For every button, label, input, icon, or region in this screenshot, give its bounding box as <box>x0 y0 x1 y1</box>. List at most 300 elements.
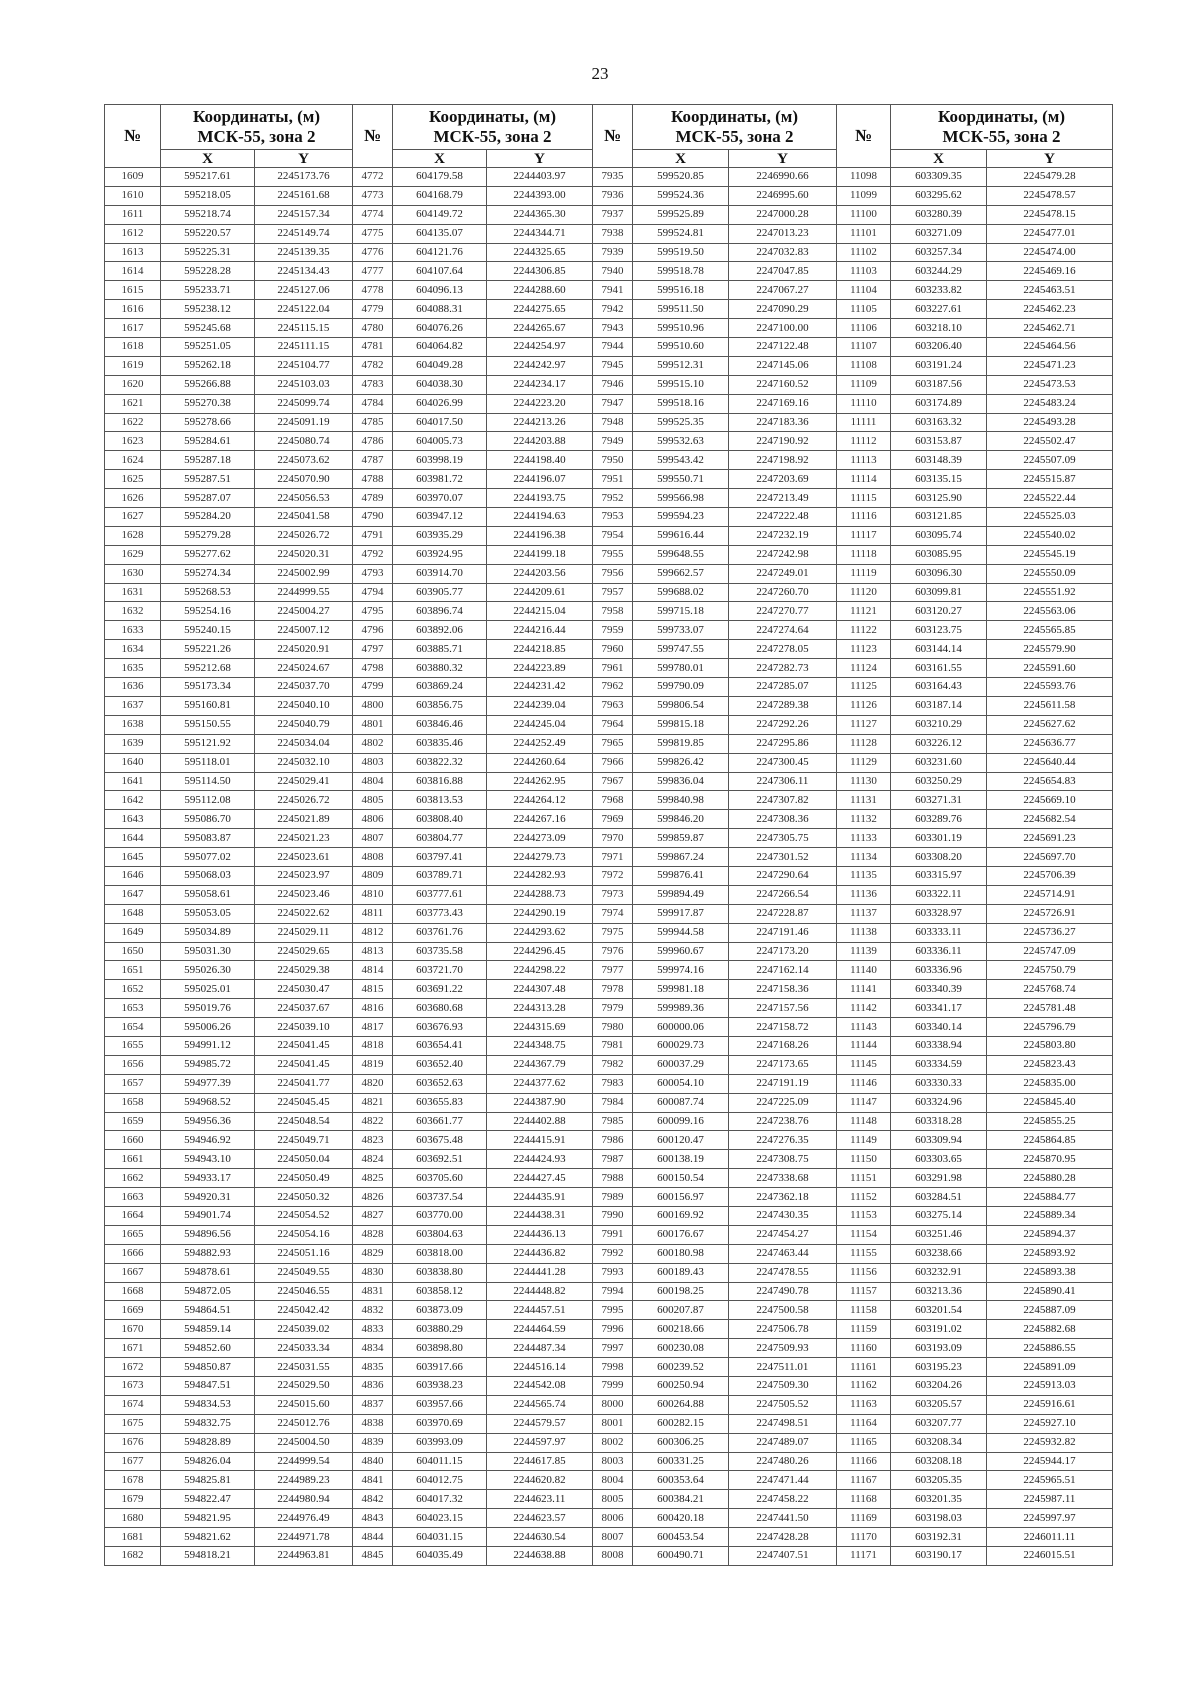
x-coordinate: 599917.87 <box>633 904 729 923</box>
x-coordinate: 603330.33 <box>891 1074 987 1093</box>
y-coordinate: 2245565.85 <box>987 621 1113 640</box>
x-coordinate: 599550.71 <box>633 470 729 489</box>
y-coordinate: 2245049.55 <box>255 1263 353 1282</box>
x-coordinate: 595218.05 <box>161 186 255 205</box>
x-coordinate: 603838.80 <box>393 1263 487 1282</box>
y-coordinate: 2245032.10 <box>255 753 353 772</box>
y-coordinate: 2245049.71 <box>255 1131 353 1150</box>
point-number: 4786 <box>353 432 393 451</box>
point-number: 4783 <box>353 375 393 394</box>
y-coordinate: 2244245.04 <box>487 715 593 734</box>
x-coordinate: 599510.60 <box>633 338 729 357</box>
y-coordinate: 2246995.60 <box>729 186 837 205</box>
point-number: 7962 <box>593 678 633 697</box>
y-coordinate: 2245579.90 <box>987 640 1113 659</box>
table-row <box>105 866 1113 885</box>
y-coordinate: 2245040.10 <box>255 696 353 715</box>
x-coordinate: 603289.76 <box>891 810 987 829</box>
y-coordinate: 2246011.11 <box>987 1528 1113 1547</box>
y-coordinate: 2245736.27 <box>987 923 1113 942</box>
x-coordinate: 603120.27 <box>891 602 987 621</box>
x-coordinate: 595053.05 <box>161 904 255 923</box>
point-number: 1664 <box>105 1206 161 1225</box>
table-row <box>105 753 1113 772</box>
x-coordinate: 599516.18 <box>633 281 729 300</box>
x-coordinate: 600420.18 <box>633 1509 729 1528</box>
y-coordinate: 2244262.95 <box>487 772 593 791</box>
x-coordinate: 604149.72 <box>393 205 487 224</box>
point-number: 4839 <box>353 1433 393 1452</box>
y-coordinate: 2245056.53 <box>255 489 353 508</box>
x-coordinate: 603892.06 <box>393 621 487 640</box>
point-number: 7963 <box>593 696 633 715</box>
x-coordinate: 595218.74 <box>161 205 255 224</box>
y-coordinate: 2247301.52 <box>729 848 837 867</box>
table-row <box>105 1225 1113 1244</box>
point-number: 7973 <box>593 885 633 904</box>
y-coordinate: 2244288.60 <box>487 281 593 300</box>
y-coordinate: 2245479.28 <box>987 168 1113 187</box>
point-number: 7959 <box>593 621 633 640</box>
x-coordinate: 603201.35 <box>891 1490 987 1509</box>
point-number: 11151 <box>837 1169 891 1188</box>
table-row <box>105 1244 1113 1263</box>
point-number: 11111 <box>837 413 891 432</box>
y-coordinate: 2245891.09 <box>987 1358 1113 1377</box>
point-number: 4794 <box>353 583 393 602</box>
y-coordinate: 2245864.85 <box>987 1131 1113 1150</box>
point-number: 11136 <box>837 885 891 904</box>
point-number: 4791 <box>353 526 393 545</box>
x-coordinate: 600087.74 <box>633 1093 729 1112</box>
x-coordinate: 600353.64 <box>633 1471 729 1490</box>
point-number: 7993 <box>593 1263 633 1282</box>
point-number: 11100 <box>837 205 891 224</box>
x-coordinate: 595150.55 <box>161 715 255 734</box>
y-coordinate: 2247274.64 <box>729 621 837 640</box>
table-row <box>105 1206 1113 1225</box>
point-number: 1623 <box>105 432 161 451</box>
table-row <box>105 980 1113 999</box>
x-coordinate: 603174.89 <box>891 394 987 413</box>
x-coordinate: 595058.61 <box>161 885 255 904</box>
x-coordinate: 595068.03 <box>161 866 255 885</box>
y-coordinate: 2247266.54 <box>729 885 837 904</box>
point-number: 4772 <box>353 168 393 187</box>
y-coordinate: 2245886.55 <box>987 1339 1113 1358</box>
y-coordinate: 2245894.37 <box>987 1225 1113 1244</box>
y-coordinate: 2245507.09 <box>987 451 1113 470</box>
y-coordinate: 2245002.99 <box>255 564 353 583</box>
table-row <box>105 413 1113 432</box>
x-coordinate: 595118.01 <box>161 753 255 772</box>
x-coordinate: 603322.11 <box>891 885 987 904</box>
y-coordinate: 2245640.44 <box>987 753 1113 772</box>
point-number: 4797 <box>353 640 393 659</box>
table-row <box>105 621 1113 640</box>
point-number: 11139 <box>837 942 891 961</box>
y-coordinate: 2245515.87 <box>987 470 1113 489</box>
y-coordinate: 2245104.77 <box>255 356 353 375</box>
point-number: 11118 <box>837 545 891 564</box>
point-number: 11120 <box>837 583 891 602</box>
point-number: 11123 <box>837 640 891 659</box>
point-number: 7989 <box>593 1188 633 1207</box>
y-coordinate: 2247238.76 <box>729 1112 837 1131</box>
table-row <box>105 1036 1113 1055</box>
table-row <box>105 508 1113 527</box>
y-coordinate: 2245636.77 <box>987 734 1113 753</box>
point-number: 7994 <box>593 1282 633 1301</box>
y-coordinate: 2244252.49 <box>487 734 593 753</box>
point-number: 1637 <box>105 696 161 715</box>
x-coordinate: 600453.54 <box>633 1528 729 1547</box>
point-number: 1636 <box>105 678 161 697</box>
point-number: 4782 <box>353 356 393 375</box>
y-coordinate: 2247213.49 <box>729 489 837 508</box>
y-coordinate: 2244976.49 <box>255 1509 353 1528</box>
num-header: № <box>105 105 161 168</box>
x-coordinate: 603737.54 <box>393 1188 487 1207</box>
point-number: 1624 <box>105 451 161 470</box>
point-number: 7986 <box>593 1131 633 1150</box>
point-number: 7956 <box>593 564 633 583</box>
x-coordinate: 603970.07 <box>393 489 487 508</box>
table-row <box>105 1301 1113 1320</box>
point-number: 7938 <box>593 224 633 243</box>
x-coordinate: 603275.14 <box>891 1206 987 1225</box>
y-coordinate: 2245051.16 <box>255 1244 353 1263</box>
y-coordinate: 2247183.36 <box>729 413 837 432</box>
y-coordinate: 2245015.60 <box>255 1395 353 1414</box>
x-coordinate: 603190.17 <box>891 1547 987 1566</box>
y-coordinate: 2247000.28 <box>729 205 837 224</box>
x-coordinate: 595268.53 <box>161 583 255 602</box>
point-number: 1670 <box>105 1320 161 1339</box>
x-coordinate: 603676.93 <box>393 1018 487 1037</box>
y-coordinate: 2247430.35 <box>729 1206 837 1225</box>
point-number: 7961 <box>593 659 633 678</box>
x-coordinate: 604023.15 <box>393 1509 487 1528</box>
point-number: 11128 <box>837 734 891 753</box>
coords-header <box>161 105 353 150</box>
point-number: 4787 <box>353 451 393 470</box>
table-row <box>105 1282 1113 1301</box>
point-number: 4818 <box>353 1036 393 1055</box>
point-number: 11131 <box>837 791 891 810</box>
x-coordinate: 604088.31 <box>393 300 487 319</box>
x-coordinate: 604064.82 <box>393 338 487 357</box>
point-number: 8003 <box>593 1452 633 1471</box>
y-coordinate: 2244231.42 <box>487 678 593 697</box>
y-coordinate: 2245041.45 <box>255 1055 353 1074</box>
x-coordinate: 599566.98 <box>633 489 729 508</box>
y-coordinate: 2244273.09 <box>487 829 593 848</box>
x-coordinate: 603813.53 <box>393 791 487 810</box>
table-row <box>105 1055 1113 1074</box>
x-coordinate: 594882.93 <box>161 1244 255 1263</box>
y-header: Y <box>987 150 1113 168</box>
point-number: 7951 <box>593 470 633 489</box>
y-coordinate: 2245483.24 <box>987 394 1113 413</box>
x-coordinate: 603232.91 <box>891 1263 987 1282</box>
point-number: 11104 <box>837 281 891 300</box>
y-coordinate: 2244565.74 <box>487 1395 593 1414</box>
x-coordinate: 599840.98 <box>633 791 729 810</box>
x-coordinate: 603947.12 <box>393 508 487 527</box>
table-row <box>105 640 1113 659</box>
table-row <box>105 1093 1113 1112</box>
point-number: 11160 <box>837 1339 891 1358</box>
x-coordinate: 603271.09 <box>891 224 987 243</box>
y-coordinate: 2245591.60 <box>987 659 1113 678</box>
x-header: X <box>161 150 255 168</box>
x-coordinate: 603309.94 <box>891 1131 987 1150</box>
x-coordinate: 604017.32 <box>393 1490 487 1509</box>
point-number: 7975 <box>593 923 633 942</box>
y-coordinate: 2244325.65 <box>487 243 593 262</box>
point-number: 7949 <box>593 432 633 451</box>
y-coordinate: 2245134.43 <box>255 262 353 281</box>
y-coordinate: 2244282.93 <box>487 866 593 885</box>
x-coordinate: 599520.85 <box>633 168 729 187</box>
x-coordinate: 603856.75 <box>393 696 487 715</box>
y-coordinate: 2245880.28 <box>987 1169 1113 1188</box>
y-coordinate: 2244438.31 <box>487 1206 593 1225</box>
x-coordinate: 595083.87 <box>161 829 255 848</box>
page-number: 23 <box>591 64 609 83</box>
coords-header <box>393 105 593 150</box>
y-coordinate: 2244198.40 <box>487 451 593 470</box>
x-coordinate: 603777.61 <box>393 885 487 904</box>
point-number: 11132 <box>837 810 891 829</box>
x-coordinate: 599780.01 <box>633 659 729 678</box>
point-number: 4842 <box>353 1490 393 1509</box>
y-coordinate: 2245768.74 <box>987 980 1113 999</box>
point-number: 4788 <box>353 470 393 489</box>
point-number: 7943 <box>593 319 633 338</box>
y-coordinate: 2245682.54 <box>987 810 1113 829</box>
y-coordinate: 2244617.85 <box>487 1452 593 1471</box>
table-row <box>105 243 1113 262</box>
y-coordinate: 2245020.91 <box>255 640 353 659</box>
x-coordinate: 603284.51 <box>891 1188 987 1207</box>
y-coordinate: 2245048.54 <box>255 1112 353 1131</box>
point-number: 1639 <box>105 734 161 753</box>
table-row <box>105 696 1113 715</box>
y-coordinate: 2244367.79 <box>487 1055 593 1074</box>
point-number: 4801 <box>353 715 393 734</box>
y-coordinate: 2245781.48 <box>987 999 1113 1018</box>
x-coordinate: 603998.19 <box>393 451 487 470</box>
table-row <box>105 659 1113 678</box>
point-number: 7948 <box>593 413 633 432</box>
y-coordinate: 2247047.85 <box>729 262 837 281</box>
y-coordinate: 2244448.82 <box>487 1282 593 1301</box>
y-coordinate: 2247509.93 <box>729 1339 837 1358</box>
x-coordinate: 603204.26 <box>891 1377 987 1396</box>
point-number: 1662 <box>105 1169 161 1188</box>
y-coordinate: 2245540.02 <box>987 526 1113 545</box>
point-number: 1666 <box>105 1244 161 1263</box>
table-row <box>105 1471 1113 1490</box>
point-number: 8001 <box>593 1414 633 1433</box>
point-number: 11146 <box>837 1074 891 1093</box>
x-coordinate: 603195.23 <box>891 1358 987 1377</box>
x-coordinate: 603099.81 <box>891 583 987 602</box>
table-row <box>105 1377 1113 1396</box>
x-coordinate: 603123.75 <box>891 621 987 640</box>
y-coordinate: 2245627.62 <box>987 715 1113 734</box>
point-number: 11159 <box>837 1320 891 1339</box>
x-coordinate: 594872.05 <box>161 1282 255 1301</box>
point-number: 11153 <box>837 1206 891 1225</box>
point-number: 7957 <box>593 583 633 602</box>
x-coordinate: 595254.16 <box>161 602 255 621</box>
y-coordinate: 2244260.64 <box>487 753 593 772</box>
x-coordinate: 595278.66 <box>161 413 255 432</box>
point-number: 11115 <box>837 489 891 508</box>
x-coordinate: 603691.22 <box>393 980 487 999</box>
x-coordinate: 594896.56 <box>161 1225 255 1244</box>
point-number: 11168 <box>837 1490 891 1509</box>
y-coordinate: 2245944.17 <box>987 1452 1113 1471</box>
x-coordinate: 595287.51 <box>161 470 255 489</box>
x-coordinate: 599543.42 <box>633 451 729 470</box>
table-row <box>105 885 1113 904</box>
point-number: 11121 <box>837 602 891 621</box>
y-coordinate: 2247338.68 <box>729 1169 837 1188</box>
x-coordinate: 603295.62 <box>891 186 987 205</box>
x-coordinate: 603231.60 <box>891 753 987 772</box>
point-number: 7953 <box>593 508 633 527</box>
point-number: 11133 <box>837 829 891 848</box>
y-coordinate: 2245020.31 <box>255 545 353 564</box>
point-number: 11122 <box>837 621 891 640</box>
y-coordinate: 2244313.28 <box>487 999 593 1018</box>
x-coordinate: 603148.39 <box>891 451 987 470</box>
y-coordinate: 2247454.27 <box>729 1225 837 1244</box>
y-coordinate: 2244196.07 <box>487 470 593 489</box>
x-coordinate: 603336.11 <box>891 942 987 961</box>
y-coordinate: 2244209.61 <box>487 583 593 602</box>
x-coordinate: 595112.08 <box>161 791 255 810</box>
point-number: 4838 <box>353 1414 393 1433</box>
y-coordinate: 2244989.23 <box>255 1471 353 1490</box>
y-coordinate: 2245037.67 <box>255 999 353 1018</box>
y-coordinate: 2245471.23 <box>987 356 1113 375</box>
point-number: 1645 <box>105 848 161 867</box>
point-number: 1628 <box>105 526 161 545</box>
point-number: 1659 <box>105 1112 161 1131</box>
point-number: 11169 <box>837 1509 891 1528</box>
point-number: 4829 <box>353 1244 393 1263</box>
point-number: 1678 <box>105 1471 161 1490</box>
y-coordinate: 2245551.92 <box>987 583 1113 602</box>
y-coordinate: 2247203.69 <box>729 470 837 489</box>
point-number: 11155 <box>837 1244 891 1263</box>
x-coordinate: 603334.59 <box>891 1055 987 1074</box>
y-coordinate: 2245012.76 <box>255 1414 353 1433</box>
table-row <box>105 1395 1113 1414</box>
point-number: 1625 <box>105 470 161 489</box>
point-number: 7954 <box>593 526 633 545</box>
x-coordinate: 603735.58 <box>393 942 487 961</box>
y-coordinate: 2244457.51 <box>487 1301 593 1320</box>
y-coordinate: 2245023.61 <box>255 848 353 867</box>
y-coordinate: 2244999.55 <box>255 583 353 602</box>
table-row <box>105 602 1113 621</box>
point-number: 11129 <box>837 753 891 772</box>
point-number: 1661 <box>105 1150 161 1169</box>
point-number: 7991 <box>593 1225 633 1244</box>
x-coordinate: 595233.71 <box>161 281 255 300</box>
y-coordinate: 2245041.45 <box>255 1036 353 1055</box>
point-number: 7946 <box>593 375 633 394</box>
x-coordinate: 595173.34 <box>161 678 255 697</box>
y-coordinate: 2245654.83 <box>987 772 1113 791</box>
point-number: 4823 <box>353 1131 393 1150</box>
x-coordinate: 603340.39 <box>891 980 987 999</box>
point-number: 4803 <box>353 753 393 772</box>
x-coordinate: 599519.50 <box>633 243 729 262</box>
y-coordinate: 2245026.72 <box>255 791 353 810</box>
y-coordinate: 2244623.11 <box>487 1490 593 1509</box>
x-coordinate: 600250.94 <box>633 1377 729 1396</box>
x-coordinate: 595245.68 <box>161 319 255 338</box>
x-coordinate: 603187.56 <box>891 375 987 394</box>
point-number: 8006 <box>593 1509 633 1528</box>
x-coordinate: 595284.20 <box>161 508 255 527</box>
y-coordinate: 2244306.85 <box>487 262 593 281</box>
point-number: 4824 <box>353 1150 393 1169</box>
point-number: 11112 <box>837 432 891 451</box>
y-coordinate: 2244298.22 <box>487 961 593 980</box>
x-coordinate: 603816.88 <box>393 772 487 791</box>
y-coordinate: 2244307.48 <box>487 980 593 999</box>
x-coordinate: 599836.04 <box>633 772 729 791</box>
y-coordinate: 2247441.50 <box>729 1509 837 1528</box>
y-coordinate: 2244315.69 <box>487 1018 593 1037</box>
y-coordinate: 2244279.73 <box>487 848 593 867</box>
point-number: 1617 <box>105 319 161 338</box>
point-number: 1630 <box>105 564 161 583</box>
point-number: 4814 <box>353 961 393 980</box>
table-row <box>105 1131 1113 1150</box>
y-coordinate: 2247480.26 <box>729 1452 837 1471</box>
y-coordinate: 2245157.34 <box>255 205 353 224</box>
y-coordinate: 2245023.46 <box>255 885 353 904</box>
y-coordinate: 2245916.61 <box>987 1395 1113 1414</box>
point-number: 11165 <box>837 1433 891 1452</box>
y-coordinate: 2244424.93 <box>487 1150 593 1169</box>
x-coordinate: 595006.26 <box>161 1018 255 1037</box>
x-coordinate: 603924.95 <box>393 545 487 564</box>
point-number: 7958 <box>593 602 633 621</box>
y-coordinate: 2245593.76 <box>987 678 1113 697</box>
x-coordinate: 604121.76 <box>393 243 487 262</box>
y-coordinate: 2247278.05 <box>729 640 837 659</box>
point-number: 7955 <box>593 545 633 564</box>
y-coordinate: 2244999.54 <box>255 1452 353 1471</box>
x-coordinate: 603338.94 <box>891 1036 987 1055</box>
x-coordinate: 600384.21 <box>633 1490 729 1509</box>
x-coordinate: 594821.62 <box>161 1528 255 1547</box>
point-number: 1681 <box>105 1528 161 1547</box>
y-coordinate: 2245007.12 <box>255 621 353 640</box>
x-coordinate: 604011.15 <box>393 1452 487 1471</box>
coords-header-title: Координаты, (м) <box>938 107 1065 126</box>
